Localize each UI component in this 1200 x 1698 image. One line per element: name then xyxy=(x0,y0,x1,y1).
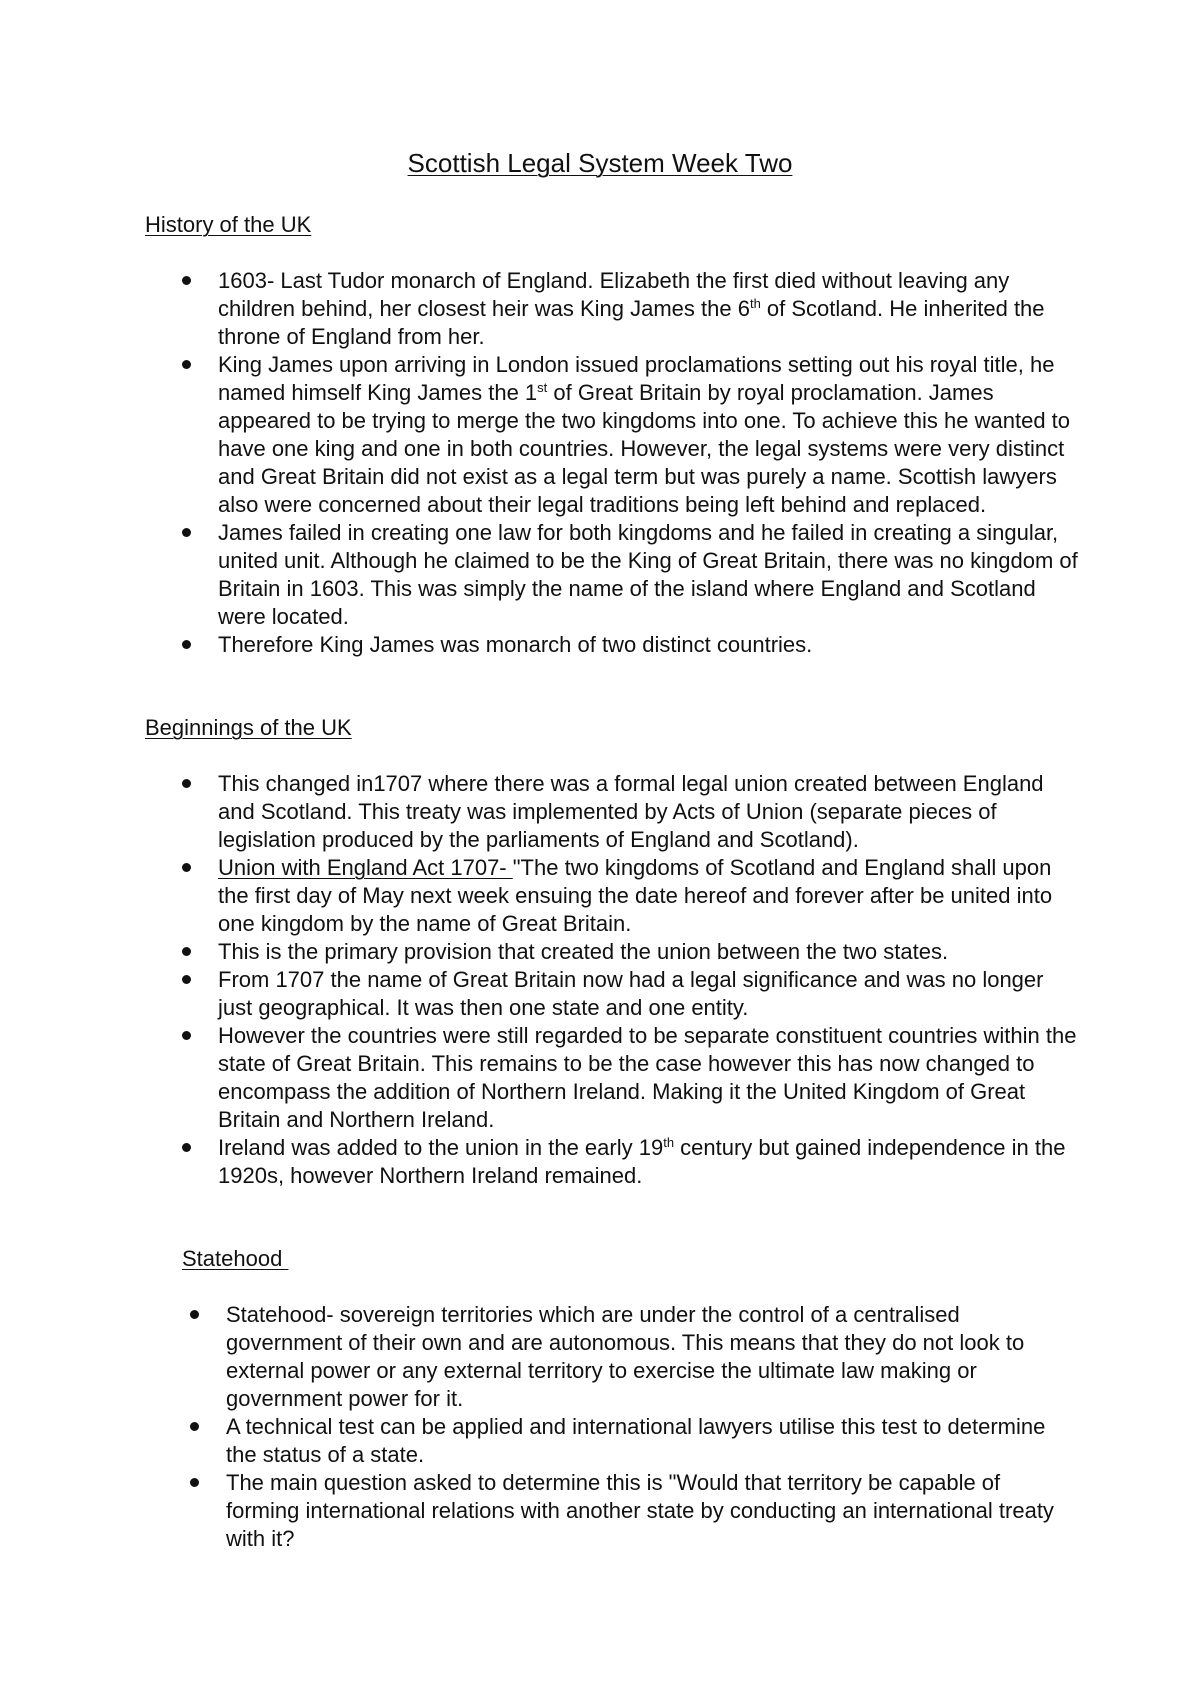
bullet-icon xyxy=(182,863,191,872)
list-item: From 1707 the name of Great Britain now had a legal significance and was no longer just geographical. It was then one state and one entity. xyxy=(218,966,1078,1022)
list-item: However the countries were still regarded to be separate constituent countries within the state of Great Britain. This remains to be the case however this has now changed to encompass the addition of Northern Ireland. Making it the United Kingdom of Great Britain and Northern Ireland. xyxy=(218,1022,1078,1134)
list-item: Statehood- sovereign territories which are under the control of a centralised government of their own and are autonomous. This means that they do not look to external power or any external territory to exercise the ultimate law making or government power for it. xyxy=(226,1301,1078,1413)
bullet-list-statehood xyxy=(226,1301,1078,1553)
list-item: The main question asked to determine this is "Would that territory be capable of forming international relations with another state by conducting an international treaty with it? xyxy=(226,1469,1078,1553)
act-title: Union with England Act 1707- xyxy=(218,855,513,880)
bullet-icon xyxy=(190,1310,199,1319)
bullet-list-history xyxy=(218,267,1078,659)
bullet-list-beginnings xyxy=(218,770,1078,1190)
list-item: This changed in1707 where there was a formal legal union created between England and Scotland. This treaty was implemented by Acts of Union (separate pieces of legislation produced by the parliaments of England and Scotland). xyxy=(218,770,1078,854)
list-item: Ireland was added to the union in the early 19th century but gained independence in the 1920s, however Northern Ireland remained. xyxy=(218,1134,1078,1190)
bullet-icon xyxy=(190,1478,199,1487)
section-heading-statehood: Statehood xyxy=(182,1246,289,1271)
list-item: This is the primary provision that created the union between the two states. xyxy=(218,938,1078,966)
section-heading-history: History of the UK xyxy=(145,212,312,237)
list-item: A technical test can be applied and international lawyers utilise this test to determine the status of a state. xyxy=(226,1413,1078,1469)
bullet-icon xyxy=(182,640,191,649)
list-item: James failed in creating one law for both kingdoms and he failed in creating a singular, united unit. Although he claimed to be the King of Great Britain, there was no kingdom of Britain in 1603. This was simply the name of the island where England and Scotland were located. xyxy=(218,519,1078,631)
bullet-icon xyxy=(182,947,191,956)
section-heading-beginnings: Beginnings of the UK xyxy=(145,715,352,740)
list-item: Union with England Act 1707- "The two kingdoms of Scotland and England shall upon the first day of May next week ensuing the date hereof and forever after be united into one kingdom by the name of Great Britain. xyxy=(218,854,1078,938)
page-title: Scottish Legal System Week Two xyxy=(407,148,793,178)
bullet-icon xyxy=(182,360,191,369)
bullet-icon xyxy=(182,276,191,285)
bullet-icon xyxy=(182,779,191,788)
bullet-icon xyxy=(182,528,191,537)
list-item: Therefore King James was monarch of two distinct countries. xyxy=(218,631,1078,659)
bullet-icon xyxy=(182,1143,191,1152)
list-item: 1603- Last Tudor monarch of England. Elizabeth the first died without leaving any children behind, her closest heir was King James the 6th of Scotland. He inherited the throne of England from her. xyxy=(218,267,1078,351)
bullet-icon xyxy=(182,1031,191,1040)
bullet-icon xyxy=(190,1422,199,1431)
bullet-icon xyxy=(182,975,191,984)
list-item: King James upon arriving in London issued proclamations setting out his royal title, he named himself King James the 1st of Great Britain by royal proclamation. James appeared to be trying to merge the two kingdoms into one. To achieve this he wanted to have one king and one in both countries. However, the legal systems were very distinct and Great Britain did not exist as a legal term but was purely a name. Scottish lawyers also were concerned about their legal traditions being left behind and replaced. xyxy=(218,351,1078,519)
